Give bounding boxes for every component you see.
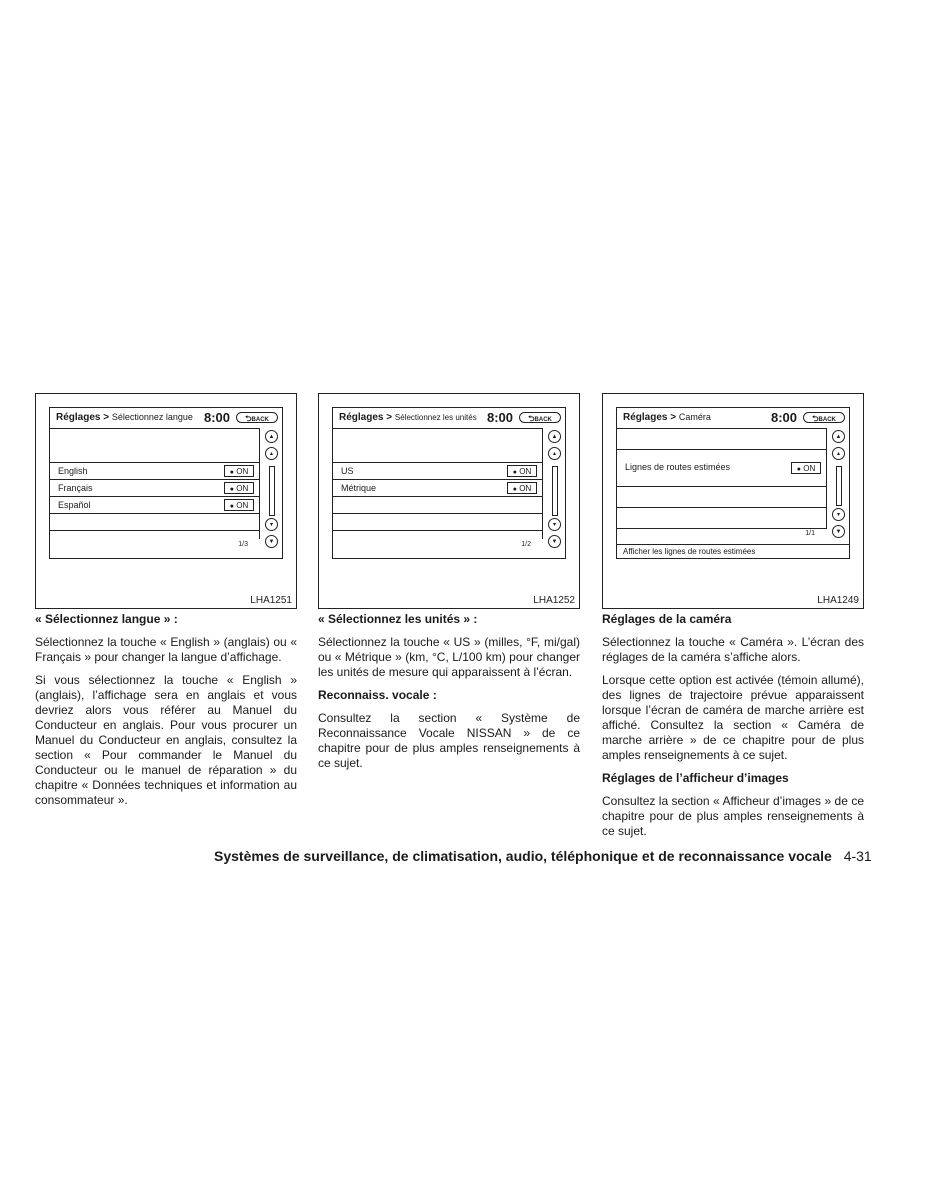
paragraph: Consultez la section « Afficheur d’images » de ce chapitre pour de plus amples renseignements à ce sujet. xyxy=(602,794,864,838)
option-row-lignes[interactable]: Lignes de routes estimées ● ON xyxy=(617,450,827,487)
scroll-top-icon[interactable]: ▲ xyxy=(832,430,845,443)
screen-title: Réglages > Caméra xyxy=(623,412,711,423)
back-arrow-icon: ⮌ xyxy=(812,414,819,423)
clock: 8:00 xyxy=(770,410,797,425)
status-bar: Afficher les lignes de routes estimées xyxy=(617,544,849,558)
figure-units xyxy=(318,393,580,609)
option-row-espanol[interactable]: Español ● ON xyxy=(50,497,260,514)
scroll-top-icon[interactable]: ▲ xyxy=(548,430,561,443)
page-footer xyxy=(214,848,872,864)
screen-camera xyxy=(616,407,850,559)
back-arrow-icon: ⮌ xyxy=(245,414,252,423)
on-toggle[interactable]: ● ON xyxy=(791,462,821,474)
scroll-up-icon[interactable]: ▴ xyxy=(548,447,561,460)
figure-camera xyxy=(602,393,864,609)
option-row xyxy=(333,446,543,463)
indicator-dot-icon: ● xyxy=(512,486,517,493)
indicator-dot-icon: ● xyxy=(796,466,801,473)
on-toggle[interactable]: ● ON xyxy=(507,465,537,477)
figure-code: LHA1252 xyxy=(533,595,575,606)
column-middle xyxy=(318,612,580,779)
option-row xyxy=(617,508,827,529)
paragraph: Sélectionnez la touche « English » (anglais) ou « Français » pour changer la langue d’affichage. xyxy=(35,635,297,664)
indicator-dot-icon: ● xyxy=(229,486,234,493)
column-right xyxy=(602,612,864,847)
column-left xyxy=(35,612,297,816)
indicator-dot-icon: ● xyxy=(512,469,517,476)
screen-units xyxy=(332,407,566,559)
scroll-bottom-icon[interactable]: ▼ xyxy=(265,535,278,548)
back-button[interactable]: ⮌BACK xyxy=(803,412,845,423)
scroll-bottom-icon[interactable]: ▼ xyxy=(832,525,845,538)
option-row xyxy=(50,514,260,531)
option-row-english[interactable]: English ● ON xyxy=(50,463,260,480)
option-row-francais[interactable]: Français ● ON xyxy=(50,480,260,497)
option-row xyxy=(333,514,543,531)
scrollbar[interactable] xyxy=(836,466,842,506)
option-row-us[interactable]: US ● ON xyxy=(333,463,543,480)
back-button[interactable]: ⮌BACK xyxy=(236,412,278,423)
paragraph: Consultez la section « Système de Reconnaissance Vocale NISSAN » de ce chapitre pour de plus amples renseignements à ce sujet. xyxy=(318,711,580,770)
page-number: 4-31 xyxy=(843,848,872,864)
scroll-top-icon[interactable]: ▲ xyxy=(265,430,278,443)
section-heading: « Sélectionnez langue » : xyxy=(35,612,178,626)
page-indicator: 1/2 xyxy=(521,541,531,548)
options-list xyxy=(617,428,827,528)
option-row xyxy=(333,497,543,514)
paragraph: Si vous sélectionnez la touche « English » (anglais), l’affichage sera en anglais et vous devriez alors vous référer au Manuel du Conducteur en anglais. Pour vous procurer un Manuel du Conducteur en anglais, consultez la section « Pour commander le Manuel du Conducteur ou le manuel de réparation » du chapitre « Données techniques et information au consommateur ». xyxy=(35,673,297,807)
back-arrow-icon: ⮌ xyxy=(528,414,535,423)
on-toggle[interactable]: ● ON xyxy=(507,482,537,494)
footer-title: Systèmes de surveillance, de climatisation, audio, téléphonique et de reconnaissance vocale xyxy=(214,848,832,864)
option-row xyxy=(50,446,260,463)
scroll-down-icon[interactable]: ▾ xyxy=(548,518,561,531)
indicator-dot-icon: ● xyxy=(229,469,234,476)
scroll-up-icon[interactable]: ▴ xyxy=(265,447,278,460)
on-toggle[interactable]: ● ON xyxy=(224,465,254,477)
screen-title: Réglages > Sélectionnez les unités xyxy=(339,412,477,423)
on-toggle[interactable]: ● ON xyxy=(224,482,254,494)
screen-language xyxy=(49,407,283,559)
paragraph: Lorsque cette option est activée (témoin allumé), des lignes de trajectoire prévue apparaissent lorsque l’écran de caméra de marche arrière est affiché. Consultez la section « Caméra de marche arrière » de ce chapitre pour de plus amples renseignements à ce sujet. xyxy=(602,673,864,762)
scroll-down-icon[interactable]: ▾ xyxy=(265,518,278,531)
back-button[interactable]: ⮌BACK xyxy=(519,412,561,423)
figure-language xyxy=(35,393,297,609)
scroll-up-icon[interactable]: ▴ xyxy=(832,447,845,460)
page-indicator: 1/3 xyxy=(238,541,248,548)
section-heading: Réglages de l’afficheur d’images xyxy=(602,771,789,785)
figure-code: LHA1249 xyxy=(817,595,859,606)
option-row xyxy=(617,487,827,508)
scrollbar[interactable] xyxy=(552,466,558,516)
options-list xyxy=(50,428,260,539)
scrollbar[interactable] xyxy=(269,466,275,516)
scroll-down-icon[interactable]: ▾ xyxy=(832,508,845,521)
page-indicator: 1/1 xyxy=(805,530,815,537)
section-heading: Reconnaiss. vocale : xyxy=(318,688,437,702)
clock: 8:00 xyxy=(203,410,230,425)
screen-title: Réglages > Sélectionnez langue xyxy=(56,412,193,423)
section-heading: Réglages de la caméra xyxy=(602,612,732,626)
option-row-metrique[interactable]: Métrique ● ON xyxy=(333,480,543,497)
figure-code: LHA1251 xyxy=(250,595,292,606)
paragraph: Sélectionnez la touche « Caméra ». L’écran des réglages de la caméra s’affiche alors. xyxy=(602,635,864,664)
section-heading: « Sélectionnez les unités » : xyxy=(318,612,478,626)
on-toggle[interactable]: ● ON xyxy=(224,499,254,511)
options-list xyxy=(333,428,543,539)
indicator-dot-icon: ● xyxy=(229,503,234,510)
scroll-bottom-icon[interactable]: ▼ xyxy=(548,535,561,548)
paragraph: Sélectionnez la touche « US » (milles, °F, mi/gal) ou « Métrique » (km, °C, L/100 km) pour changer les unités de mesure qui apparaissent à l’écran. xyxy=(318,635,580,679)
option-row xyxy=(617,429,827,450)
clock: 8:00 xyxy=(486,410,513,425)
